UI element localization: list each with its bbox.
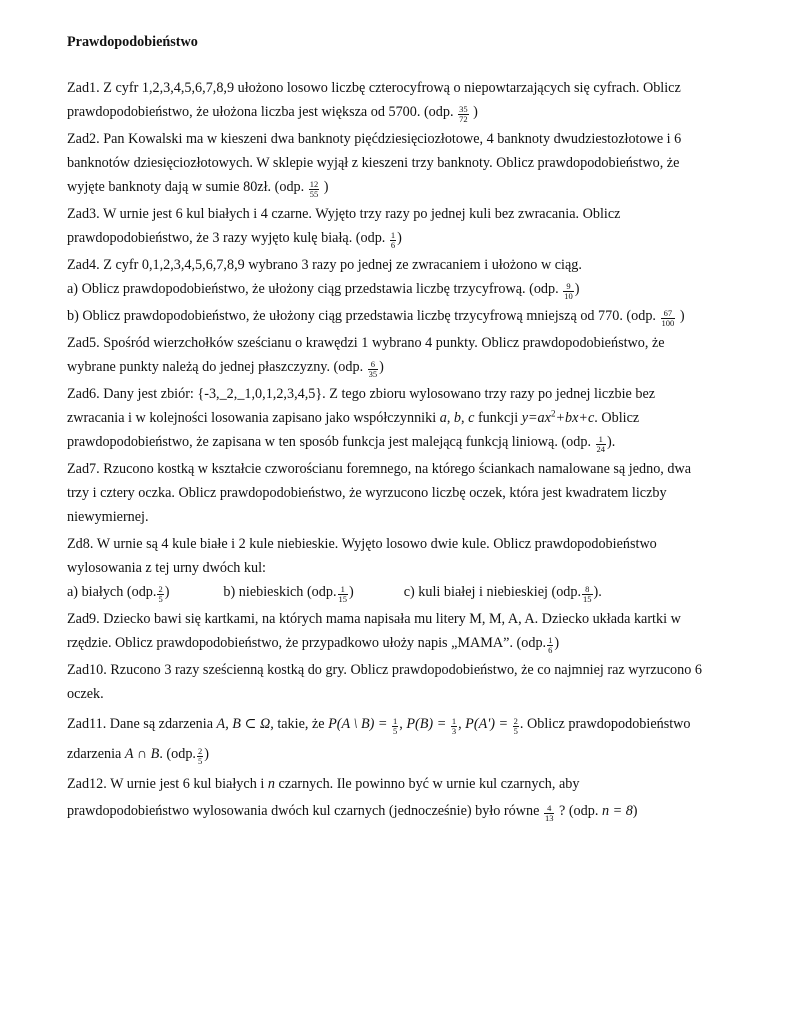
- task-9: [67, 607, 737, 655]
- task-8c-answer-fraction: $\frac{8}{15}$: [583, 584, 592, 604]
- task-7: [67, 457, 737, 529]
- task-5-line-2: wybrane punkty należą do jednej płaszczyzny. (odp. $\frac{6}{35}$ ): [67, 359, 384, 379]
- task-2-line-3: wyjęte banknoty dają w sumie 80zł. (odp. $\frac{12}{55}$ ): [67, 179, 329, 199]
- task-11-answer-fraction: $\frac{2}{5}$: [197, 746, 203, 766]
- task-6-answer-fraction: $\frac{1}{24}$: [596, 434, 606, 454]
- task-2-line-2: banknotów dziesięciozłotowych. W sklepie wyjął z kieszeni trzy banknoty. Oblicz prawdopodobieństwo, że: [67, 155, 680, 171]
- task-3-line-1: Zad3. W urnie jest 6 kul białych i 4 czarne. Wyjęto trzy razy po jednej kuli bez zwracania. Oblicz: [67, 206, 621, 222]
- task-9-line-1: Zad9. Dziecko bawi się kartkami, na których mama napisała mu litery M, M, A, A. Dziecko układa kartki w: [67, 611, 681, 627]
- task-8-line-2: wylosowania z tej urny dwóch kul:: [67, 560, 266, 576]
- task-4b-answer-fraction: $\frac{67}{100}$: [661, 308, 675, 328]
- task-7-line-2: trzy i cztery oczka. Oblicz prawdopodobieństwo, że wyrzucono liczbę oczek, która jest kwadratem liczby: [67, 485, 667, 501]
- task-1-line-2: prawdopodobieństwo, że ułożona liczba jest większa od 5700. (odp. $\frac{35}{72}$ ): [67, 104, 478, 124]
- task-8: [67, 532, 737, 604]
- task-6-line-2: zwracania i w kolejności losowania zapisano jako współczynniki a, b, c funkcji $y=ax^2+bx+c$. Oblicz: [67, 408, 640, 426]
- task-11-prob-b: $\frac{1}{3}$: [451, 716, 457, 736]
- task-8-parts: a) białych (odp. $\frac{2}{5}$ ) b) niebieskich (odp. $\frac{1}{15}$ ) c) kuli białej i niebieskiej (odp. $\frac{8}{15}$ ).: [67, 584, 602, 604]
- task-1: [67, 76, 737, 124]
- task-11-line-1: Zad11. Dane są zdarzenia A, B ⊂ Ω, takie, że P(A \ B) = $\frac{1}{5}$ , P(B) = $\frac{1}{3}$ , P(A') = $\frac{2}{5}$ . Oblicz prawdopodobieństwo: [67, 716, 691, 736]
- task-10-line-1: Zad10. Rzucono 3 razy sześcienną kostką do gry. Oblicz prawdopodobieństwo, że co najmniej raz wyrzucono 6: [67, 662, 702, 678]
- task-12-line-2: prawdopodobieństwo wylosowania dwóch kul czarnych (jednocześnie) było równe $\frac{4}{13}$ ? (odp. n = 8): [67, 803, 638, 823]
- task-1-line-1: Zad1. Z cyfr 1,2,3,4,5,6,7,8,9 ułożono losowo liczbę czterocyfrową o niepowtarzających się cyfrach. Oblicz: [67, 80, 681, 96]
- task-5: [67, 331, 737, 379]
- task-10-line-2: oczek.: [67, 686, 104, 702]
- task-4-part-b: b) Oblicz prawdopodobieństwo, że ułożony ciąg przedstawia liczbę trzycyfrową mniejszą od 770. (odp. $\frac{67}{100}$ ): [67, 308, 685, 328]
- task-9-answer-fraction: $\frac{1}{6}$: [548, 635, 553, 655]
- task-4a-answer-fraction: $\frac{9}{10}$: [564, 281, 573, 301]
- task-3-line-2: prawdopodobieństwo, że 3 razy wyjęto kulę białą. (odp. $\frac{1}{6}$ ): [67, 230, 402, 250]
- task-6-line-3: prawdopodobieństwo, że zapisana w ten sposób funkcja jest malejącą funkcją liniową. (odp. $\frac{1}{24}$ ).: [67, 434, 616, 454]
- task-2-answer-fraction: $\frac{12}{55}$: [309, 179, 319, 199]
- task-2-line-1: Zad2. Pan Kowalski ma w kieszeni dwa banknoty pięćdziesięciozłotowe, 4 banknoty dwudziestozłotowe i 6: [67, 131, 682, 147]
- task-9-line-2: rzędzie. Oblicz prawdopodobieństwo, że przypadkowo ułoży napis „MAMA”. (odp. $\frac{1}{6}$ ): [67, 635, 560, 655]
- task-4-part-a: a) Oblicz prawdopodobieństwo, że ułożony ciąg przedstawia liczbę trzycyfrową. (odp. $\frac{9}{10}$ ): [67, 281, 580, 301]
- task-3-answer-fraction: $\frac{1}{6}$: [390, 230, 396, 250]
- task-10: [67, 658, 737, 706]
- task-7-line-1: Zad7. Rzucono kostką w kształcie czworościanu foremnego, na którego ściankach namalowane są jedno, dwa: [67, 461, 692, 477]
- task-3: [67, 202, 737, 250]
- document-page: [67, 32, 737, 829]
- page-title: Prawdopodobieństwo: [67, 34, 198, 50]
- task-7-line-3: niewymiernej.: [67, 509, 149, 525]
- task-5-answer-fraction: $\frac{6}{35}$: [368, 359, 378, 379]
- task-6: [67, 382, 737, 454]
- task-6-line-1: Zad6. Dany jest zbiór: {-3,_2,_1,0,1,2,3,4,5}. Z tego zbioru wylosowano trzy razy po jednej liczbie bez: [67, 386, 656, 402]
- task-11-prob-a-minus-b: $\frac{1}{5}$: [393, 716, 398, 736]
- task-12-probability-fraction: $\frac{4}{13}$: [544, 803, 554, 823]
- task-8-line-1: Zd8. W urnie są 4 kule białe i 2 kule niebieskie. Wyjęto losowo dwie kule. Oblicz prawdopodobieństwo: [67, 536, 657, 552]
- task-2: [67, 127, 737, 199]
- task-12-line-1: Zad12. W urnie jest 6 kul białych i n czarnych. Ile powinno być w urnie kul czarnych, aby: [67, 776, 580, 792]
- task-4-line-1: Zad4. Z cyfr 0,1,2,3,4,5,6,7,8,9 wybrano 3 razy po jednej ze zwracaniem i ułożono w ciąg.: [67, 257, 582, 273]
- task-11-line-2: zdarzenia A ∩ B. (odp. $\frac{2}{5}$ ): [67, 746, 209, 766]
- task-4: [67, 253, 737, 328]
- task-12: [67, 772, 737, 826]
- task-8b-answer-fraction: $\frac{1}{15}$: [338, 584, 347, 604]
- task-11-prob-a-complement: $\frac{2}{5}$: [513, 716, 518, 736]
- task-11: [67, 709, 737, 769]
- task-8a-answer-fraction: $\frac{2}{5}$: [158, 584, 163, 604]
- task-5-line-1: Zad5. Spośród wierzchołków sześcianu o krawędzi 1 wybrano 4 punkty. Oblicz prawdopodobieństwo, że: [67, 335, 665, 351]
- task-1-answer-fraction: $\frac{35}{72}$: [459, 104, 468, 124]
